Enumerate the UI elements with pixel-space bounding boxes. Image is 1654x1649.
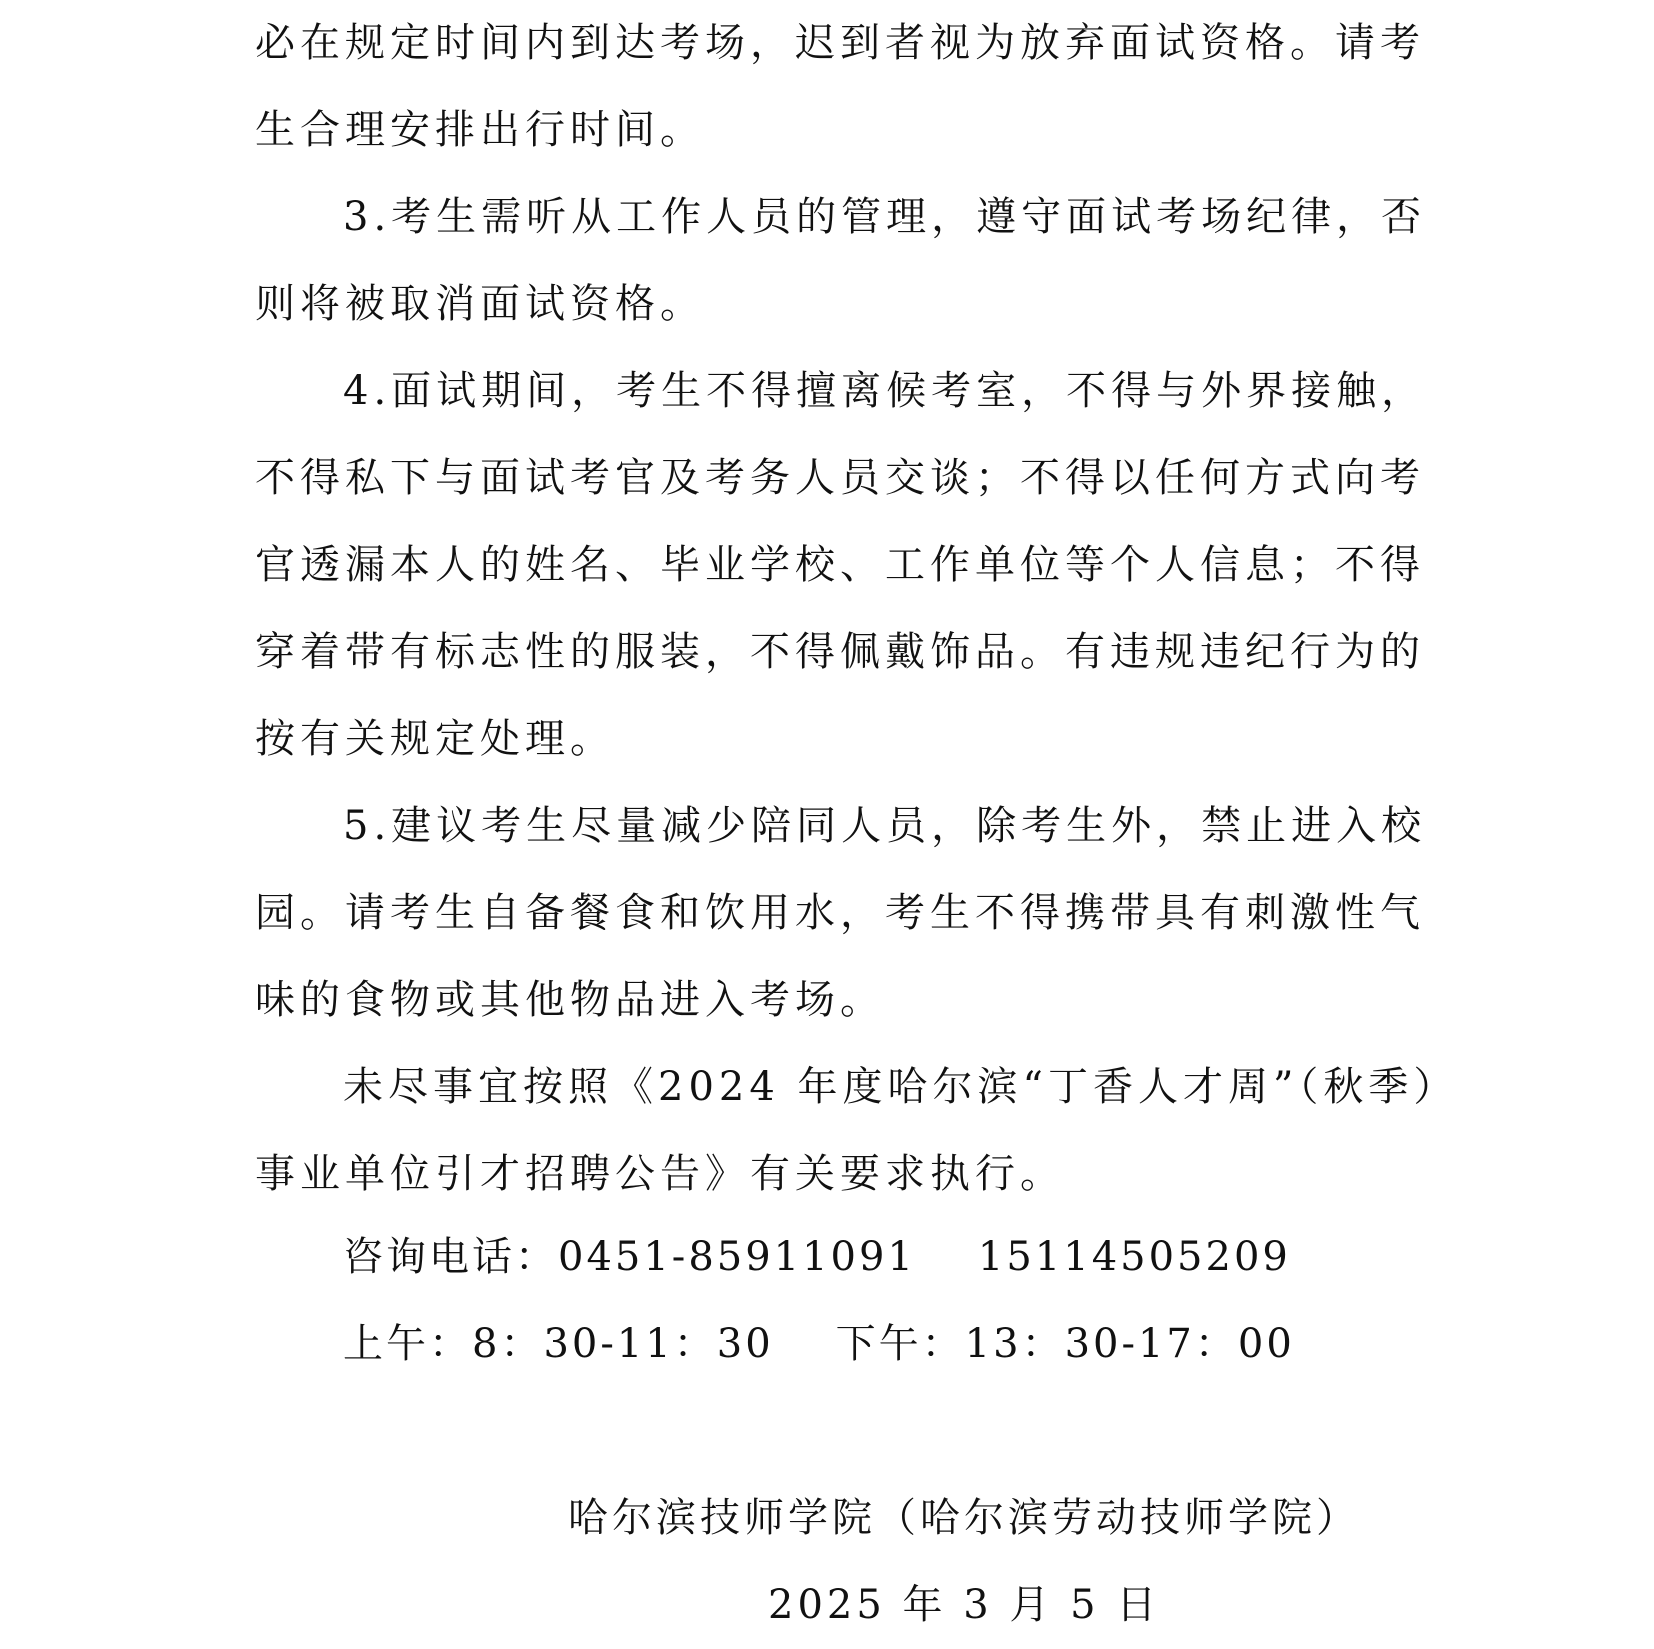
- phone-label: 咨询电话：: [343, 1234, 558, 1280]
- text-line: 不得私下与面试考官及考务人员交谈；不得以任何方式向考: [255, 455, 1425, 501]
- phone-number-1: 0451-85911091: [558, 1234, 916, 1280]
- text-line: 则将被取消面试资格。: [255, 281, 705, 327]
- paragraph-arrival-time: [255, 0, 1425, 174]
- phone-number-2: 15114505209: [977, 1234, 1291, 1280]
- paragraph-rule-5: [255, 783, 1427, 1044]
- text-line: 生合理安排出行时间。: [255, 107, 705, 153]
- afternoon-hours: 下午：13：30-17：00: [835, 1321, 1295, 1367]
- text-line: 未尽事宜按照《2024 年度哈尔滨“丁香人才周”（秋季）: [343, 1064, 1459, 1110]
- text-line: 味的食物或其他物品进入考场。: [255, 977, 885, 1023]
- text-line: 按有关规定处理。: [255, 716, 615, 762]
- text-line: 必在规定时间内到达考场，迟到者视为放弃面试资格。请考: [255, 20, 1425, 66]
- text-line: 3.考生需听从工作人员的管理，遵守面试考场纪律，否: [343, 194, 1427, 240]
- paragraph-rule-3: [255, 174, 1427, 348]
- text-line: 5.建议考生尽量减少陪同人员，除考生外，禁止进入校: [343, 803, 1427, 849]
- contact-phone-line: [343, 1214, 1291, 1301]
- issuer-signature: 哈尔滨技师学院（哈尔滨劳动技师学院）: [568, 1495, 1360, 1541]
- text-line: 官透漏本人的姓名、毕业学校、工作单位等个人信息；不得: [255, 542, 1425, 588]
- text-line: 穿着带有标志性的服装，不得佩戴饰品。有违规违纪行为的: [255, 629, 1425, 675]
- office-hours-line: [343, 1301, 1295, 1388]
- text-line: 事业单位引才招聘公告》有关要求执行。: [255, 1151, 1065, 1197]
- paragraph-unresolved-matters: [255, 1044, 1459, 1218]
- issue-date: 2025 年 3 月 5 日: [768, 1582, 1161, 1628]
- text-line: 4.面试期间，考生不得擅离候考室，不得与外界接触，: [343, 368, 1427, 414]
- morning-hours: 上午：8：30-11：30: [343, 1321, 774, 1367]
- text-line: 园。请考生自备餐食和饮用水，考生不得携带具有刺激性气: [255, 890, 1425, 936]
- notice-body: [255, 0, 1459, 1218]
- paragraph-rule-4: [255, 348, 1427, 783]
